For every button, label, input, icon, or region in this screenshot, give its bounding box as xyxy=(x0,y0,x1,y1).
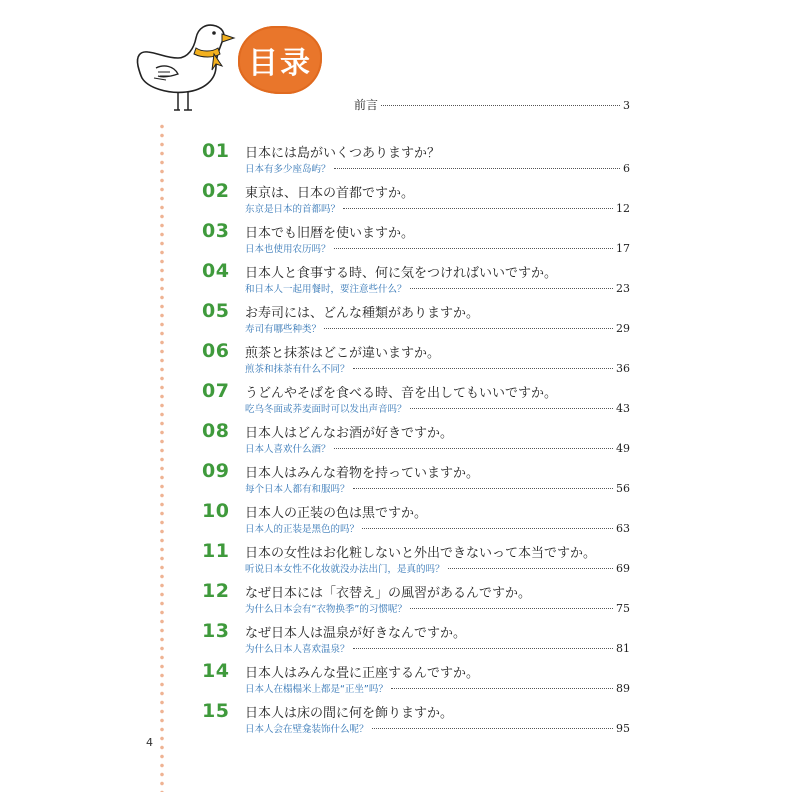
entry-title-jp: なぜ日本には「衣替え」の風習があるんですか。 xyxy=(245,586,532,601)
entry-page: 29 xyxy=(616,322,630,335)
entry-page: 36 xyxy=(616,362,630,375)
dot-leader xyxy=(372,728,613,729)
entry-title-jp: 日本人はどんなお酒が好きですか。 xyxy=(245,426,454,441)
toc-entry[interactable] xyxy=(200,180,630,220)
toc-entry[interactable] xyxy=(200,380,630,420)
page-number: 4 xyxy=(146,736,153,749)
entry-number: 13 xyxy=(202,620,230,642)
entry-number: 01 xyxy=(202,140,230,162)
dot-leader xyxy=(334,448,613,449)
dot-leader xyxy=(410,288,613,289)
entry-title-jp: 日本人の正装の色は黒ですか。 xyxy=(245,506,428,521)
dot-leader xyxy=(410,608,613,609)
dot-leader xyxy=(448,568,613,569)
dot-leader xyxy=(334,248,613,249)
entry-title-jp: 東京は、日本の首都ですか。 xyxy=(245,186,415,201)
dot-leader xyxy=(334,168,620,169)
entry-title-jp: 日本でも旧暦を使いますか。 xyxy=(245,226,415,241)
entry-number: 05 xyxy=(202,300,230,322)
entry-number: 15 xyxy=(202,700,230,722)
toc-entry[interactable] xyxy=(200,460,630,500)
entry-title-cn: 每个日本人都有和服吗？ xyxy=(245,484,350,495)
dot-leader xyxy=(353,368,613,369)
entry-title-jp: 煎茶と抹茶はどこが違いますか。 xyxy=(245,346,441,361)
dot-leader xyxy=(353,648,613,649)
entry-page: 43 xyxy=(616,402,630,415)
entry-title-cn: 听说日本女性不化妆就没办法出门，是真的吗？ xyxy=(245,564,445,575)
toc-entry[interactable] xyxy=(200,620,630,660)
entry-title-cn: 为什么日本人喜欢温泉？ xyxy=(245,644,350,655)
entry-number: 14 xyxy=(202,660,230,682)
entry-title-jp: お寿司には、どんな種類がありますか。 xyxy=(245,306,480,321)
toc-entry[interactable] xyxy=(200,220,630,260)
entry-page: 81 xyxy=(616,642,630,655)
entry-number: 07 xyxy=(202,380,230,402)
entry-number: 09 xyxy=(202,460,230,482)
toc-entry[interactable] xyxy=(200,500,630,540)
entry-title-jp: 日本人はみんな着物を持っていますか。 xyxy=(245,466,480,481)
entry-number: 02 xyxy=(202,180,230,202)
toc-entry[interactable] xyxy=(200,340,630,380)
dot-leader xyxy=(391,688,613,689)
preface-page: 3 xyxy=(623,99,630,112)
entry-page: 6 xyxy=(623,162,630,175)
toc-entry[interactable] xyxy=(200,700,630,740)
entry-number: 04 xyxy=(202,260,230,282)
duck-icon xyxy=(130,18,240,118)
entry-page: 95 xyxy=(616,722,630,735)
dot-leader xyxy=(410,408,613,409)
toc-entry[interactable] xyxy=(200,140,630,180)
entry-title-cn: 日本人喜欢什么酒？ xyxy=(245,444,331,455)
entry-title-cn: 和日本人一起用餐时，要注意些什么？ xyxy=(245,284,407,295)
entry-title-cn: 日本人在榻榻米上都是“正坐”吗？ xyxy=(245,684,388,695)
entry-title-cn: 东京是日本的首都吗？ xyxy=(245,204,341,215)
toc-entry[interactable] xyxy=(200,260,630,300)
entry-number: 03 xyxy=(202,220,230,242)
entry-number: 11 xyxy=(202,540,230,562)
entry-title-jp: うどんやそばを食べる時、音を出してもいいですか。 xyxy=(245,386,558,401)
dot-leader xyxy=(324,328,613,329)
decorative-dotted-line xyxy=(160,122,164,792)
entry-title-cn: 吃乌冬面或荞麦面时可以发出声音吗？ xyxy=(245,404,407,415)
entry-page: 63 xyxy=(616,522,630,535)
entry-title-jp: 日本人と食事する時、何に気をつければいいですか。 xyxy=(245,266,558,281)
page-title: 目录 xyxy=(238,26,322,94)
entry-number: 10 xyxy=(202,500,230,522)
preface-label: 前言 xyxy=(354,98,379,112)
entry-title-jp: 日本の女性はお化粧しないと外出できないって本当ですか。 xyxy=(245,546,597,561)
entry-title-jp: なぜ日本人は温泉が好きなんですか。 xyxy=(245,626,467,641)
entry-page: 17 xyxy=(616,242,630,255)
entry-title-cn: 寿司有哪些种类？ xyxy=(245,324,322,335)
entry-number: 12 xyxy=(202,580,230,602)
toc-entry[interactable] xyxy=(200,300,630,340)
entry-page: 49 xyxy=(616,442,630,455)
toc-entry[interactable] xyxy=(200,540,630,580)
entry-page: 56 xyxy=(616,482,630,495)
dot-leader xyxy=(381,105,620,106)
dot-leader xyxy=(353,488,613,489)
toc-entry[interactable] xyxy=(200,420,630,460)
entry-title-cn: 日本人会在壁龛装饰什么呢？ xyxy=(245,724,369,735)
entry-page: 89 xyxy=(616,682,630,695)
entry-page: 23 xyxy=(616,282,630,295)
entry-title-cn: 日本人的正装是黑色的吗？ xyxy=(245,524,360,535)
entry-title-jp: 日本には島がいくつありますか？ xyxy=(245,146,441,161)
entry-title-cn: 日本有多少座岛屿？ xyxy=(245,164,331,175)
toc-preface[interactable] xyxy=(354,96,630,113)
entry-number: 08 xyxy=(202,420,230,442)
toc-entry[interactable] xyxy=(200,660,630,700)
entry-title-jp: 日本人は床の間に何を飾りますか。 xyxy=(245,706,454,721)
entry-title-cn: 为什么日本会有“衣物换季”的习惯呢？ xyxy=(245,604,407,615)
entry-title-cn: 日本也使用农历吗？ xyxy=(245,244,331,255)
entry-title-cn: 煎茶和抹茶有什么不同？ xyxy=(245,364,350,375)
dot-leader xyxy=(362,528,613,529)
entry-number: 06 xyxy=(202,340,230,362)
entry-page: 69 xyxy=(616,562,630,575)
toc-entry[interactable] xyxy=(200,580,630,620)
entry-page: 12 xyxy=(616,202,630,215)
dot-leader xyxy=(343,208,613,209)
entry-title-jp: 日本人はみんな畳に正座するんですか。 xyxy=(245,666,480,681)
entry-page: 75 xyxy=(616,602,630,615)
